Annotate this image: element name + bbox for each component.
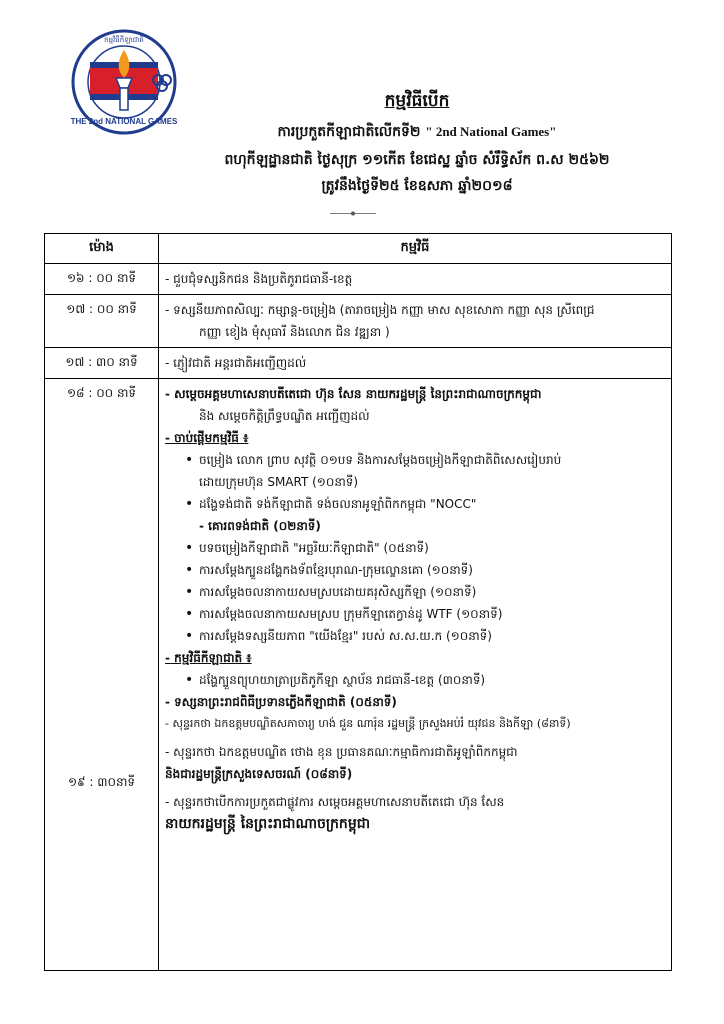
column-header-time: ម៉ោង [45, 234, 159, 264]
table-row [45, 264, 672, 295]
list-item: • ការសម្តែងចលនាកាយសមស្រប ក្រុមកីឡាតេក្វាន់ដូ WTF (១០នាទី) [165, 603, 665, 625]
program-line: កញ្ញា ខៀង មុំសុធារី និងលោក ជិន វឌ្ឍនា ) [199, 325, 390, 339]
list-item: • ការសម្តែងចលនាកាយសមស្របដោយគរុសិស្សកីឡា (១០នាទី) [165, 581, 665, 603]
program-line: - សម្តេចអគ្គមហាសេនាបតីតេជោ ហ៊ុន សែន នាយករដ្ឋមន្ត្រី នៃព្រះរាជាណាចក្រកម្ពុជា [165, 387, 542, 401]
event-title-en: " 2nd National Games" [425, 124, 557, 139]
national-games-logo [70, 28, 178, 136]
table-row [45, 295, 672, 348]
event-title-km: ការប្រកួតកីឡាជាតិលើកទី២ [277, 124, 421, 140]
section-heading: - កម្មវិធីកីឡាជាតិ ៖ [165, 651, 252, 665]
time-start: ១៨ : ០០ នាទី [66, 386, 137, 400]
time-cell: ១៧ : ៣០ នាទី [45, 348, 159, 379]
list-item-continued: ដោយក្រុមហ៊ុន SMART (១០នាទី) [199, 475, 359, 489]
section-heading: - ចាប់ផ្តើមកម្មវិធី ៖ [165, 431, 249, 445]
list-item: • ដង្ហែទង់ជាតិ ទង់កីឡាជាតិ ទង់ចលនាអូឡាំពិកកម្ពុជា "NOCC" [165, 493, 665, 515]
time-second: ១៩ : ៣០នាទី [67, 775, 136, 789]
program-line: - សុន្ទរកថា ឯកឧត្តមបណ្ឌិត ថោង ខុន ប្រធានគណៈកម្មាធិការជាតិអូឡាំពិកកម្ពុជា [165, 745, 518, 759]
document-title: កម្មវិធីបើក [384, 91, 450, 111]
list-item: • ចម្រៀង លោក ព្រាប សុវត្ថិ ០១បទ និងការសម្តែងចម្រៀងកីឡាជាតិពិសេសរៀបរាប់ [165, 449, 665, 471]
event-title [150, 122, 684, 143]
logo-ring-text: កម្មវិធីកីឡាជាតិ [104, 36, 144, 44]
logo-bottom-text: THE 2nd NATIONAL GAMES [70, 117, 178, 126]
table-header-row [45, 234, 672, 264]
program-line: - ជួបជុំទស្សនិកជន និងប្រតិភូរាជធានី-ខេត្ត [165, 272, 353, 286]
program-line: - ទស្សនីយភាពសិល្បៈ កម្សាន្ត-ចម្រៀង (តារាចម្រៀង កញ្ញា មាស សុខសោភា កញ្ញា សុន ស្រីពេជ្រ [165, 303, 595, 317]
list-item: • បទចម្រៀងកីឡាជាតិ "អច្ឆរិយៈកីឡាជាតិ" (០៥នាទី) [165, 537, 665, 559]
list-item: • ការសម្តែងក្បួនដង្ហែកងទ័ពខ្មែរបុរាណ-ក្រុមល្ខោនគោ (១០នាទី) [165, 559, 665, 581]
program-line: - សុន្ទរកថាបើកការប្រកួតជាផ្លូវការ សម្តេចអគ្គមហាសេនាបតីតេជោ ហ៊ុន សែន [165, 795, 505, 809]
time-cell [45, 379, 159, 971]
table-row [45, 379, 672, 971]
program-cell [159, 379, 672, 971]
program-line: - ភ្ញៀវជាតិ អន្តរជាតិអញ្ជើញដល់ [165, 356, 307, 370]
list-sub-item: - គោរពទង់ជាតិ (០២នាទី) [199, 519, 321, 533]
list-item: • ដង្ហែក្បួនព្យុហយាត្រាប្រតិភូកីឡា ស្ថាប័ន រាជធានី-ខេត្ត (៣០នាទី) [165, 669, 665, 691]
table-row [45, 348, 672, 379]
program-line: - សុន្ទរកថា ឯកឧត្តមបណ្ឌិតសភាចារ្យ ហង់ ជួន ណារ៉ុន រដ្ឋមន្ត្រី ក្រសួងអប់រំ យុវជន និងកីឡា (៨នាទី) [165, 717, 571, 730]
program-table [44, 233, 672, 971]
program-line: និងជារដ្ឋមន្ត្រីក្រសួងទេសចរណ៍ (០៨នាទី) [165, 767, 353, 781]
program-cell [159, 348, 672, 379]
column-header-program: កម្មវិធី [159, 234, 672, 264]
ornament-divider [330, 211, 376, 216]
program-line: - ទស្សនាព្រះរាជពិធីប្រទានភ្លើងកីឡាជាតិ (០៥នាទី) [165, 695, 397, 709]
program-cell [159, 295, 672, 348]
time-cell: ១៦ : ០០ នាទី [45, 264, 159, 295]
program-line: នាយករដ្ឋមន្ត្រី នៃព្រះរាជាណាចក្រកម្ពុជា [165, 816, 371, 832]
time-cell: ១៧ : ០០ នាទី [45, 295, 159, 348]
program-line: និង សម្តេចកិត្តិព្រឹទ្ធបណ្ឌិត អញ្ជើញដល់ [199, 409, 370, 423]
venue-date-line: ពហុកីឡដ្ឋានជាតិ ថ្ងៃសុក្រ ១១កើត ខែជេស្ឋ ឆ្នាំច សំរឹទ្ធិស័ក ព.ស ២៥៦២ [224, 152, 610, 168]
list-item: • ការសម្តែងទស្សនីយភាព "យើងខ្មែរ" របស់ ស.ស.យ.ក (១០នាទី) [165, 625, 665, 647]
date-line: ត្រូវនឹងថ្ងៃទី២៥ ខែឧសភា ឆ្នាំ២០១៨ [321, 178, 513, 194]
program-cell [159, 264, 672, 295]
